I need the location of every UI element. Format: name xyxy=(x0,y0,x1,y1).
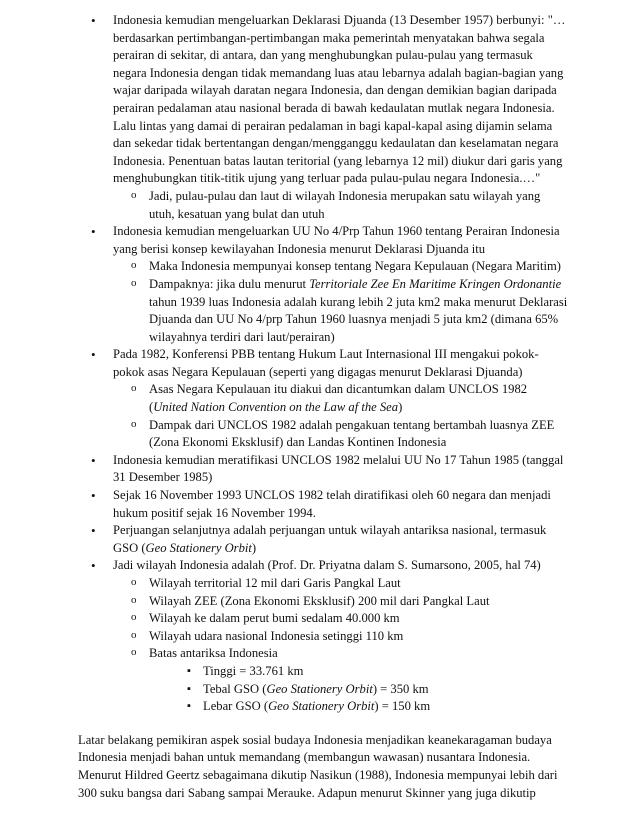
sub-item-text: Dampak dari UNCLOS 1982 adalah pengakuan tentang bertambah luasnya ZEE (Zona Ekonomi Eksklusif) dan Landas Kontinen Indonesia xyxy=(149,417,555,450)
italic-term: Geo Stationery Orbit xyxy=(268,699,375,714)
list-item xyxy=(113,593,568,611)
sub-item-text: Batas antariksa Indonesia xyxy=(149,646,278,661)
bullet-text: Sejak 16 November 1993 UNCLOS 1982 telah diratifikasi oleh 60 negara dan menjadi hukum positif sejak 16 November 1994. xyxy=(113,488,551,520)
list-item xyxy=(113,610,568,628)
italic-term: Geo Stationery Orbit xyxy=(266,681,373,696)
list-item xyxy=(113,188,568,223)
main-bullet-list xyxy=(78,12,568,716)
bullet-text: Perjuangan selanjutnya adalah perjuangan untuk wilayah antariksa nasional, termasuk GSO ( xyxy=(113,523,547,555)
sub-item-text: tahun 1939 luas Indonesia adalah kurang lebih 2 juta km2 maka menurut Deklarasi Djuanda dan UU No 4/prp Tahun 1960 luasnya menjadi 5 juta km2 (dimana 65% wilayahnya terdiri dari laut/perairan) xyxy=(149,294,568,344)
list-item xyxy=(78,452,568,487)
list-item xyxy=(113,575,568,593)
list-item xyxy=(78,487,568,522)
list-item xyxy=(149,663,568,681)
list-item xyxy=(113,417,568,452)
list-item xyxy=(113,381,568,416)
list-item xyxy=(78,12,568,223)
list-item xyxy=(78,557,568,715)
sub-item-text: ) xyxy=(398,400,403,415)
sub-list xyxy=(113,188,568,223)
bullet-text: Pada 1982, Konferensi PBB tentang Hukum Laut Internasional III mengakui pokok-pokok asas Negara Kepulauan (seperti yang digagas menurut Deklarasi Djuanda) xyxy=(113,347,539,379)
list-item xyxy=(113,258,568,276)
italic-term: United Nation Convention on the Law af the Sea xyxy=(153,400,399,415)
sub-sub-item-text: Lebar GSO ( xyxy=(203,699,269,714)
sub-item-text: Maka Indonesia mempunyai konsep tentang Negara Kepulauan (Negara Maritim) xyxy=(149,259,561,274)
document-content xyxy=(78,12,568,802)
list-item xyxy=(113,276,568,346)
bullet-text: ) xyxy=(251,540,257,555)
list-item xyxy=(78,522,568,557)
list-item xyxy=(149,698,568,716)
sub-item-text: Jadi, pulau-pulau dan laut di wilayah Indonesia merupakan satu wilayah yang utuh, kesatuan yang bulat dan utuh xyxy=(149,188,541,221)
sub-sub-item-text: Tinggi = 33.761 km xyxy=(203,663,304,678)
sub-item-text: Wilayah ke dalam perut bumi sedalam 40.000 km xyxy=(149,611,400,626)
list-item xyxy=(149,681,568,699)
bullet-text: Jadi wilayah Indonesia adalah (Prof. Dr. Priyatna dalam S. Sumarsono, 2005, hal 74) xyxy=(113,558,541,573)
list-item xyxy=(113,628,568,646)
sub-list xyxy=(113,575,568,716)
list-item xyxy=(113,645,568,715)
sub-sub-item-text: ) = 150 km xyxy=(374,699,431,714)
italic-term: Territoriale Zee En Maritime Kringen Ordonantie xyxy=(309,276,562,291)
sub-list xyxy=(113,381,568,451)
sub-sub-item-text: ) = 350 km xyxy=(372,681,429,696)
bullet-text: Indonesia kemudian mengeluarkan UU No 4/Prp Tahun 1960 tentang Perairan Indonesia yang berisi konsep kewilayahan Indonesia menurut Deklarasi Djuanda itu xyxy=(113,224,560,256)
sub-sub-list xyxy=(149,663,568,716)
body-paragraph: Latar belakang pemikiran aspek sosial budaya Indonesia menjadikan keanekaragaman budaya Indonesia menjadi bahan untuk memandang (membangun wawasan) nusantara Indonesia. Menurut Hildred Geertz sebagaimana dikutip Nasikun (1988), Indonesia mempunyai lebih dari 300 suku bangsa dari Sabang sampai Merauke. Adapun menurut Skinner yang juga dikutip xyxy=(78,732,558,800)
bullet-text: Indonesia kemudian mengeluarkan Deklarasi Djuanda (13 Desember 1957) berbunyi: "…berdasarkan pertimbangan-pertimbangan maka pemerintah menyatakan bahwa segala perairan di sekitar, di antara, dan yang menghubungkan pulau-pulau yang termasuk negara Indonesia dengan tidak memandang luas atau lebarnya adalah bagian-bagian yang wajar daripada wilayah daratan negara Indonesia, dan dengan demikian bagian daripada perairan pedalaman atau nasional berada di bawah kedaulatan mutlak negara Indonesia. Lalu lintas yang damai di perairan pedalaman in bagi kapal-kapal asing dijamin selama dan sekedar tidak bertentangan dengan/mengganggu kedaulatan dan keselamatan negara Indonesia. Penentuan batas lautan teritorial (yang lebarnya 12 mil) diukur dari garis yang menghubungkan titik-titik ujung yang terluar pada pulau-pulau negara Indonesia.…" xyxy=(113,13,566,186)
sub-item-text: Asas Negara Kepulauan itu diakui dan dicantumkan dalam UNCLOS 1982 ( xyxy=(149,382,528,415)
list-item xyxy=(78,346,568,452)
sub-item-text: Dampaknya: jika dulu menurut xyxy=(149,276,310,291)
list-item xyxy=(78,223,568,346)
bullet-text: Indonesia kemudian meratifikasi UNCLOS 1982 melalui UU No 17 Tahun 1985 (tanggal 31 Desember 1985) xyxy=(113,452,564,485)
italic-term: Geo Stationery Orbit xyxy=(145,540,252,555)
sub-item-text: Wilayah territorial 12 mil dari Garis Pangkal Laut xyxy=(149,576,401,590)
sub-item-text: Wilayah udara nasional Indonesia setinggi 110 km xyxy=(149,628,404,643)
sub-list xyxy=(113,258,568,346)
sub-sub-item-text: Tebal GSO ( xyxy=(203,681,267,696)
sub-item-text: Wilayah ZEE (Zona Ekonomi Eksklusif) 200 mil dari Pangkal Laut xyxy=(149,593,490,608)
